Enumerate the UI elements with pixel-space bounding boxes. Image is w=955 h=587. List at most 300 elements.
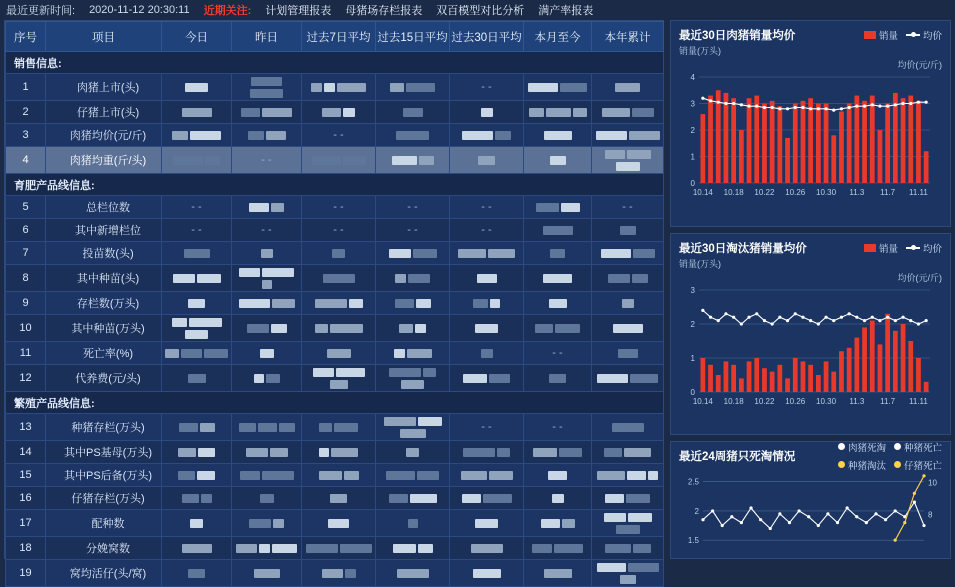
redacted-value	[182, 108, 212, 117]
row-value-cell	[450, 196, 524, 219]
redacted-value	[260, 494, 274, 503]
col-today: 今日	[162, 22, 232, 52]
bar-swatch-icon	[864, 31, 876, 39]
row-value-cell	[450, 560, 524, 587]
row-value-cell	[592, 124, 664, 147]
redacted-value	[322, 569, 343, 578]
chart-card-cull-sales[interactable]	[670, 233, 951, 434]
row-value-cell	[592, 510, 664, 537]
dot-swatch-icon	[894, 443, 901, 450]
redacted-value	[205, 156, 220, 165]
redacted-value	[336, 368, 365, 377]
redacted-value	[417, 471, 439, 480]
redacted-value	[322, 108, 341, 117]
redacted-value	[173, 274, 195, 283]
redacted-value	[605, 544, 631, 553]
row-value-cell	[524, 242, 592, 265]
chart2-ylabel: 销量(万头)	[679, 259, 721, 270]
cell-empty: - -	[333, 224, 344, 236]
row-value-cell	[450, 342, 524, 365]
row-value-cell	[592, 265, 664, 292]
redacted-value	[251, 77, 282, 86]
redacted-value	[261, 249, 273, 258]
svg-text:10.18: 10.18	[723, 188, 744, 197]
redacted-value	[543, 226, 573, 235]
row-value-cell	[232, 219, 302, 242]
table-row[interactable]	[6, 510, 664, 537]
redacted-value	[201, 494, 212, 503]
row-value-cell	[524, 292, 592, 315]
row-value-cell	[162, 124, 232, 147]
row-value-cell	[524, 560, 592, 587]
svg-text:0: 0	[690, 179, 695, 188]
redacted-value	[386, 471, 415, 480]
chart1-legend	[864, 28, 942, 42]
redacted-value	[266, 374, 280, 383]
redacted-value	[392, 156, 417, 165]
redacted-value	[475, 324, 498, 333]
update-label: 最近更新时间:	[6, 5, 76, 17]
redacted-value	[250, 89, 283, 98]
row-value-cell	[592, 74, 664, 101]
redacted-value	[259, 544, 270, 553]
row-value-cell	[162, 414, 232, 441]
row-index: 15	[6, 464, 46, 487]
redacted-value	[406, 83, 435, 92]
table-section-title: 育肥产品线信息:	[6, 174, 664, 196]
row-value-cell	[450, 487, 524, 510]
redacted-value	[246, 448, 268, 457]
redacted-value	[597, 471, 625, 480]
redacted-value	[182, 544, 212, 553]
table-row[interactable]	[6, 537, 664, 560]
redacted-value	[384, 417, 416, 426]
chart3-legend-label-3: 仔猪死亡	[903, 460, 942, 472]
redacted-value	[254, 374, 264, 383]
svg-text:10.22: 10.22	[754, 397, 775, 407]
row-value-cell	[450, 74, 524, 101]
redacted-value	[605, 494, 624, 503]
row-index: 2	[6, 101, 46, 124]
svg-text:10.26: 10.26	[785, 397, 806, 407]
row-value-cell	[302, 315, 376, 342]
table-section-title: 繁殖产品线信息:	[6, 392, 664, 414]
row-value-cell	[302, 510, 376, 537]
metrics-table-panel[interactable]	[4, 20, 664, 580]
chart3-legend-breeder-death[interactable]	[894, 440, 942, 454]
redacted-value	[323, 274, 355, 283]
redacted-value	[178, 448, 196, 457]
update-time: 2020-11-12 20:30:11	[89, 4, 190, 16]
row-label: 总栏位数	[46, 196, 162, 219]
redacted-value	[561, 203, 580, 212]
redacted-value	[497, 448, 510, 457]
redacted-value	[473, 299, 488, 308]
redacted-value	[395, 299, 414, 308]
row-label: 肉猪均重(斤/头)	[46, 147, 162, 174]
row-label: 肉猪均价(元/斤)	[46, 124, 162, 147]
redacted-value	[330, 324, 363, 333]
row-value-cell	[302, 101, 376, 124]
chart1-legend-volume[interactable]	[864, 28, 898, 42]
cell-empty: - -	[481, 201, 492, 213]
svg-text:4: 4	[690, 73, 695, 82]
row-value-cell	[232, 292, 302, 315]
redacted-value	[185, 330, 208, 339]
table-row[interactable]	[6, 365, 664, 392]
table-row[interactable]	[6, 196, 664, 219]
redacted-value	[535, 324, 553, 333]
redacted-value	[544, 131, 572, 140]
redacted-value	[389, 249, 411, 258]
cell-empty: - -	[191, 201, 202, 213]
row-value-cell	[450, 219, 524, 242]
svg-text:11.11: 11.11	[909, 397, 928, 407]
row-index: 1	[6, 74, 46, 101]
row-label: 投苗数(头)	[46, 242, 162, 265]
row-value-cell	[376, 196, 450, 219]
svg-text:8: 8	[928, 510, 933, 520]
row-value-cell	[162, 292, 232, 315]
table-row[interactable]	[6, 147, 664, 174]
chart2-legend-price[interactable]	[906, 241, 942, 255]
row-value-cell	[376, 365, 450, 392]
table-row[interactable]	[6, 342, 664, 365]
row-value-cell	[232, 487, 302, 510]
row-value-cell	[376, 342, 450, 365]
row-value-cell	[592, 147, 664, 174]
redacted-value	[324, 83, 335, 92]
col-year-to-date: 本年累计	[592, 22, 664, 52]
redacted-value	[343, 156, 366, 165]
table-row[interactable]	[6, 464, 664, 487]
redacted-value	[332, 249, 345, 258]
row-value-cell	[162, 342, 232, 365]
row-value-cell	[450, 365, 524, 392]
redacted-value	[462, 131, 493, 140]
redacted-value	[616, 525, 640, 534]
svg-text:2: 2	[694, 506, 699, 516]
redacted-value	[528, 83, 558, 92]
metrics-table-body	[6, 52, 664, 587]
row-value-cell	[524, 101, 592, 124]
redacted-value	[490, 299, 500, 308]
redacted-value	[627, 150, 651, 159]
svg-text:11.3: 11.3	[849, 397, 865, 407]
redacted-value	[407, 349, 432, 358]
row-index: 9	[6, 292, 46, 315]
table-row[interactable]	[6, 124, 664, 147]
cell-empty: - -	[552, 421, 563, 433]
svg-text:11.3: 11.3	[849, 188, 865, 197]
redacted-value	[319, 471, 342, 480]
redacted-value	[395, 274, 406, 283]
row-value-cell	[524, 147, 592, 174]
table-row[interactable]	[6, 265, 664, 292]
svg-text:2.5: 2.5	[687, 477, 699, 487]
row-value-cell	[232, 365, 302, 392]
row-value-cell	[524, 441, 592, 464]
redacted-value	[481, 108, 493, 117]
redacted-value	[423, 368, 436, 377]
redacted-value	[481, 349, 493, 358]
table-row[interactable]	[6, 560, 664, 587]
row-value-cell	[376, 560, 450, 587]
row-value-cell	[162, 537, 232, 560]
line-swatch-icon	[906, 247, 920, 249]
charts-column	[670, 20, 951, 559]
svg-text:10.30: 10.30	[816, 188, 837, 197]
focus-link-capacity-report[interactable]: 满产率报表	[538, 5, 594, 17]
cell-empty: - -	[552, 347, 563, 359]
redacted-value	[239, 423, 256, 432]
chart3-legend-label-1: 种猪死亡	[903, 442, 942, 454]
chart-card-pig-sales[interactable]	[670, 20, 951, 227]
row-value-cell	[592, 315, 664, 342]
row-value-cell	[162, 315, 232, 342]
cell-empty: - -	[481, 224, 492, 236]
table-row[interactable]	[6, 219, 664, 242]
redacted-value	[272, 544, 297, 553]
redacted-value	[400, 429, 426, 438]
chart3-legend-fattening-death[interactable]	[838, 440, 886, 454]
redacted-value	[197, 274, 221, 283]
row-value-cell	[162, 219, 232, 242]
redacted-value	[630, 374, 658, 383]
top-status-bar	[0, 0, 955, 20]
cell-empty: - -	[191, 224, 202, 236]
redacted-value	[173, 156, 203, 165]
row-label: 仔猪上市(头)	[46, 101, 162, 124]
svg-text:0: 0	[690, 388, 695, 398]
metrics-table	[5, 21, 664, 587]
redacted-value	[549, 374, 566, 383]
redacted-value	[618, 349, 638, 358]
redacted-value	[620, 575, 636, 584]
row-value-cell	[450, 464, 524, 487]
redacted-value	[622, 299, 634, 308]
row-value-cell	[232, 464, 302, 487]
svg-text:1: 1	[690, 354, 695, 364]
row-value-cell	[524, 265, 592, 292]
row-index: 17	[6, 510, 46, 537]
svg-text:10.14: 10.14	[692, 188, 713, 197]
row-index: 11	[6, 342, 46, 365]
chart3-legend-label-2: 种猪淘汰	[847, 460, 886, 472]
redacted-value	[396, 131, 429, 140]
table-row[interactable]	[6, 487, 664, 510]
redacted-value	[331, 448, 358, 457]
redacted-value	[626, 494, 650, 503]
redacted-value	[475, 519, 498, 528]
redacted-value	[200, 423, 215, 432]
row-value-cell	[450, 147, 524, 174]
redacted-value	[401, 380, 424, 389]
row-value-cell	[450, 510, 524, 537]
redacted-value	[179, 423, 198, 432]
svg-text:2: 2	[690, 126, 695, 135]
row-value-cell	[162, 464, 232, 487]
col-avg15: 过去15日平均	[376, 22, 450, 52]
redacted-value	[554, 544, 583, 553]
redacted-value	[463, 448, 495, 457]
table-row[interactable]	[6, 441, 664, 464]
table-row[interactable]	[6, 414, 664, 441]
redacted-value	[188, 299, 205, 308]
chart2-ylabel-right: 均价(元/斤)	[897, 273, 942, 284]
row-value-cell	[450, 441, 524, 464]
row-label: 分娩窝数	[46, 537, 162, 560]
svg-text:10.14: 10.14	[692, 397, 713, 407]
row-value-cell	[302, 414, 376, 441]
row-value-cell	[302, 196, 376, 219]
svg-text:10.18: 10.18	[723, 397, 744, 407]
redacted-value	[272, 299, 295, 308]
row-value-cell	[162, 101, 232, 124]
row-index: 13	[6, 414, 46, 441]
redacted-value	[536, 203, 559, 212]
redacted-value	[543, 274, 572, 283]
chart2-legend-volume[interactable]	[864, 241, 898, 255]
redacted-value	[489, 374, 510, 383]
row-value-cell	[302, 124, 376, 147]
cell-empty: - -	[481, 81, 492, 93]
redacted-value	[270, 448, 288, 457]
redacted-value	[410, 494, 437, 503]
row-value-cell	[450, 292, 524, 315]
row-value-cell	[232, 441, 302, 464]
row-value-cell	[450, 315, 524, 342]
redacted-value	[555, 324, 580, 333]
table-row[interactable]	[6, 74, 664, 101]
focus-link-model-compare[interactable]: 双百模型对比分析	[436, 5, 525, 17]
redacted-value	[262, 471, 294, 480]
svg-text:1.5: 1.5	[687, 536, 699, 546]
row-label: 种猪存栏(万头)	[46, 414, 162, 441]
redacted-value	[548, 471, 567, 480]
redacted-value	[612, 423, 644, 432]
row-value-cell	[232, 342, 302, 365]
chart2-legend-price-label: 均价	[922, 244, 942, 256]
redacted-value	[418, 544, 433, 553]
row-value-cell	[376, 242, 450, 265]
row-index: 6	[6, 219, 46, 242]
row-value-cell	[232, 560, 302, 587]
chart1-legend-volume-label: 销量	[878, 31, 898, 42]
redacted-value	[419, 156, 434, 165]
redacted-value	[241, 108, 260, 117]
col-month-to-date: 本月至今	[524, 22, 592, 52]
row-value-cell	[232, 101, 302, 124]
redacted-value	[311, 83, 322, 92]
redacted-value	[573, 108, 587, 117]
cell-empty: - -	[333, 129, 344, 141]
redacted-value	[240, 471, 260, 480]
chart3-plot	[679, 464, 942, 552]
redacted-value	[198, 448, 215, 457]
focus-link-sow-farm-report[interactable]: 母猪场存栏报表	[345, 5, 423, 17]
redacted-value	[604, 448, 622, 457]
redacted-value	[597, 563, 626, 572]
redacted-value	[418, 417, 442, 426]
row-index: 8	[6, 265, 46, 292]
row-value-cell	[162, 242, 232, 265]
redacted-value	[488, 249, 515, 258]
cell-empty: - -	[407, 201, 418, 213]
chart2-header	[679, 240, 942, 256]
row-value-cell	[450, 537, 524, 560]
chart1-title: 最近30日肉猪销量均价	[679, 30, 796, 42]
redacted-value	[178, 471, 195, 480]
table-row[interactable]	[6, 315, 664, 342]
svg-text:10.26: 10.26	[785, 188, 806, 197]
redacted-value	[562, 519, 575, 528]
table-row[interactable]	[6, 242, 664, 265]
redacted-value	[330, 380, 348, 389]
table-row[interactable]	[6, 292, 664, 315]
cell-empty: - -	[481, 421, 492, 433]
bar-swatch-icon	[864, 244, 876, 252]
redacted-value	[197, 471, 215, 480]
redacted-value	[279, 423, 295, 432]
cell-empty: - -	[622, 201, 633, 213]
redacted-value	[471, 544, 503, 553]
row-value-cell	[162, 147, 232, 174]
chart1-legend-price[interactable]	[906, 28, 942, 42]
chart2-legend	[864, 241, 942, 255]
redacted-value	[632, 274, 648, 283]
row-value-cell	[162, 441, 232, 464]
redacted-value	[315, 299, 347, 308]
redacted-value	[550, 156, 566, 165]
chart1-header	[679, 27, 942, 43]
redacted-value	[334, 423, 358, 432]
redacted-value	[546, 108, 571, 117]
redacted-value	[239, 268, 260, 277]
cell-empty: - -	[333, 201, 344, 213]
redacted-value	[254, 569, 280, 578]
redacted-value	[413, 249, 437, 258]
chart2-plot	[679, 284, 942, 408]
row-value-cell	[524, 537, 592, 560]
redacted-value	[495, 131, 511, 140]
row-index: 16	[6, 487, 46, 510]
row-value-cell	[592, 537, 664, 560]
chart-card-death-rate[interactable]	[670, 441, 951, 559]
svg-text:3: 3	[690, 286, 695, 296]
svg-text:11.7: 11.7	[880, 188, 896, 197]
row-value-cell	[232, 124, 302, 147]
table-section-title: 销售信息:	[6, 52, 664, 74]
redacted-value	[239, 299, 270, 308]
row-value-cell	[232, 147, 302, 174]
table-row[interactable]	[6, 101, 664, 124]
redacted-value	[406, 448, 419, 457]
row-value-cell	[302, 242, 376, 265]
row-index: 14	[6, 441, 46, 464]
redacted-value	[596, 131, 627, 140]
redacted-value	[185, 83, 208, 92]
row-value-cell	[524, 219, 592, 242]
row-value-cell	[524, 124, 592, 147]
row-index: 10	[6, 315, 46, 342]
focus-link-plan-report[interactable]: 计划管理报表	[265, 5, 332, 17]
redacted-value	[628, 513, 652, 522]
redacted-value	[262, 268, 294, 277]
row-label: 存栏数(万头)	[46, 292, 162, 315]
row-value-cell	[302, 441, 376, 464]
redacted-value	[260, 349, 274, 358]
